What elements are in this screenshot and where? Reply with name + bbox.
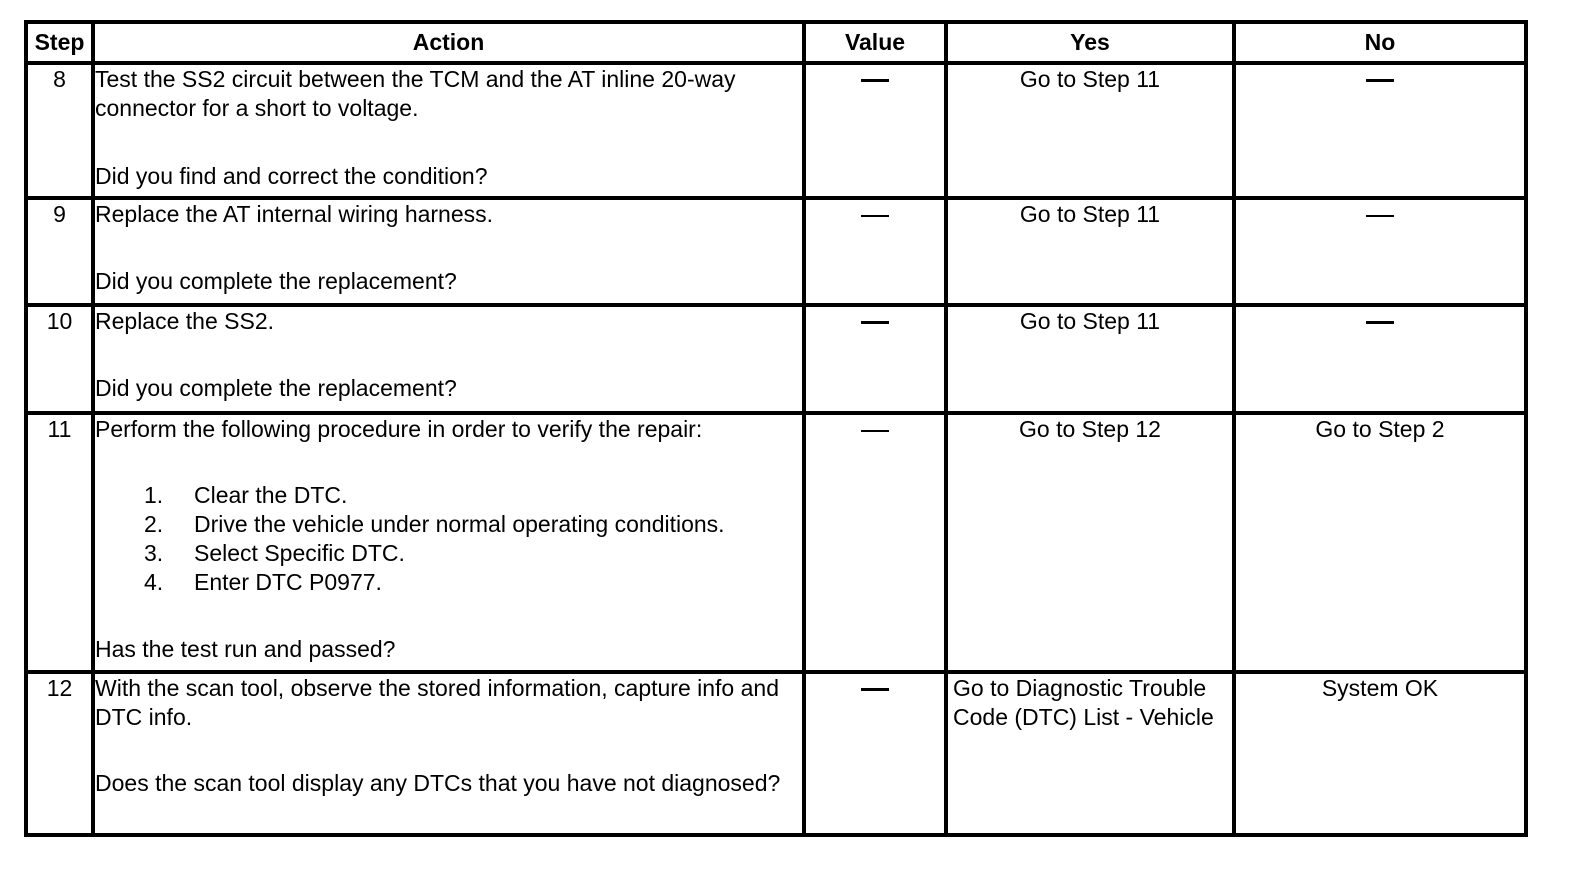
action-cell: [93, 63, 804, 198]
action-text: Perform the following procedure in order to verify the repair:: [95, 416, 703, 442]
no-cell: [1234, 198, 1526, 305]
value-dash: [861, 688, 889, 691]
table-row: [26, 198, 1526, 305]
list-number: 2.: [144, 511, 164, 537]
no-dash: [1366, 321, 1394, 324]
no-cell: System OK: [1234, 672, 1526, 835]
action-text: Replace the SS2.: [95, 308, 275, 334]
header-step: Step: [26, 22, 93, 63]
step-number: 10: [26, 305, 93, 413]
header-value: Value: [804, 22, 946, 63]
value-cell: [804, 413, 946, 672]
list-text: Select Specific DTC.: [194, 540, 405, 566]
value-cell: [804, 305, 946, 413]
diagnostic-table: [24, 20, 1528, 837]
step-number: 12: [26, 672, 93, 835]
action-question: Did you complete the replacement?: [95, 268, 457, 294]
list-number: 3.: [144, 540, 164, 566]
value-dash: [861, 321, 889, 324]
list-item: [144, 568, 802, 597]
action-question: Does the scan tool display any DTCs that you have not diagnosed?: [95, 770, 781, 796]
list-number: 4.: [144, 569, 164, 595]
value-cell: [804, 63, 946, 198]
list-item: [144, 481, 802, 510]
list-text: Clear the DTC.: [194, 482, 348, 508]
yes-cell: Go to Step 11: [946, 63, 1234, 198]
action-cell: [93, 305, 804, 413]
list-item: [144, 539, 802, 568]
step-number: 8: [26, 63, 93, 198]
yes-cell: Go to Diagnostic Trouble Code (DTC) List - Vehicle: [946, 672, 1234, 835]
step-number: 11: [26, 413, 93, 672]
list-number: 1.: [144, 482, 164, 508]
header-row: [26, 22, 1526, 63]
no-cell: Go to Step 2: [1234, 413, 1526, 672]
no-cell: [1234, 63, 1526, 198]
no-dash: [1366, 79, 1394, 82]
no-dash: [1366, 215, 1394, 217]
list-text: Drive the vehicle under normal operating conditions.: [194, 511, 725, 537]
value-dash: [861, 79, 889, 82]
yes-cell: Go to Step 11: [946, 305, 1234, 413]
action-text: With the scan tool, observe the stored information, capture info and DTC info.: [95, 675, 779, 730]
procedure-list: [95, 481, 802, 597]
header-no: No: [1234, 22, 1526, 63]
action-question: Did you complete the replacement?: [95, 375, 457, 401]
header-action: Action: [93, 22, 804, 63]
table-row: [26, 305, 1526, 413]
table-row: [26, 63, 1526, 198]
no-cell: [1234, 305, 1526, 413]
value-dash: [861, 430, 889, 432]
table-row: [26, 672, 1526, 835]
header-yes: Yes: [946, 22, 1234, 63]
action-cell: [93, 413, 804, 672]
step-number: 9: [26, 198, 93, 305]
action-cell: [93, 198, 804, 305]
action-cell: [93, 672, 804, 835]
yes-cell: Go to Step 12: [946, 413, 1234, 672]
action-question: Did you find and correct the condition?: [95, 163, 488, 189]
list-item: [144, 510, 802, 539]
action-question: Has the test run and passed?: [95, 636, 396, 662]
yes-cell: Go to Step 11: [946, 198, 1234, 305]
action-text: Replace the AT internal wiring harness.: [95, 201, 494, 227]
value-cell: [804, 198, 946, 305]
value-cell: [804, 672, 946, 835]
value-dash: [861, 215, 889, 217]
list-text: Enter DTC P0977.: [194, 569, 382, 595]
table-row: [26, 413, 1526, 672]
action-text: Test the SS2 circuit between the TCM and the AT inline 20-way connector for a short to voltage.: [95, 66, 736, 121]
